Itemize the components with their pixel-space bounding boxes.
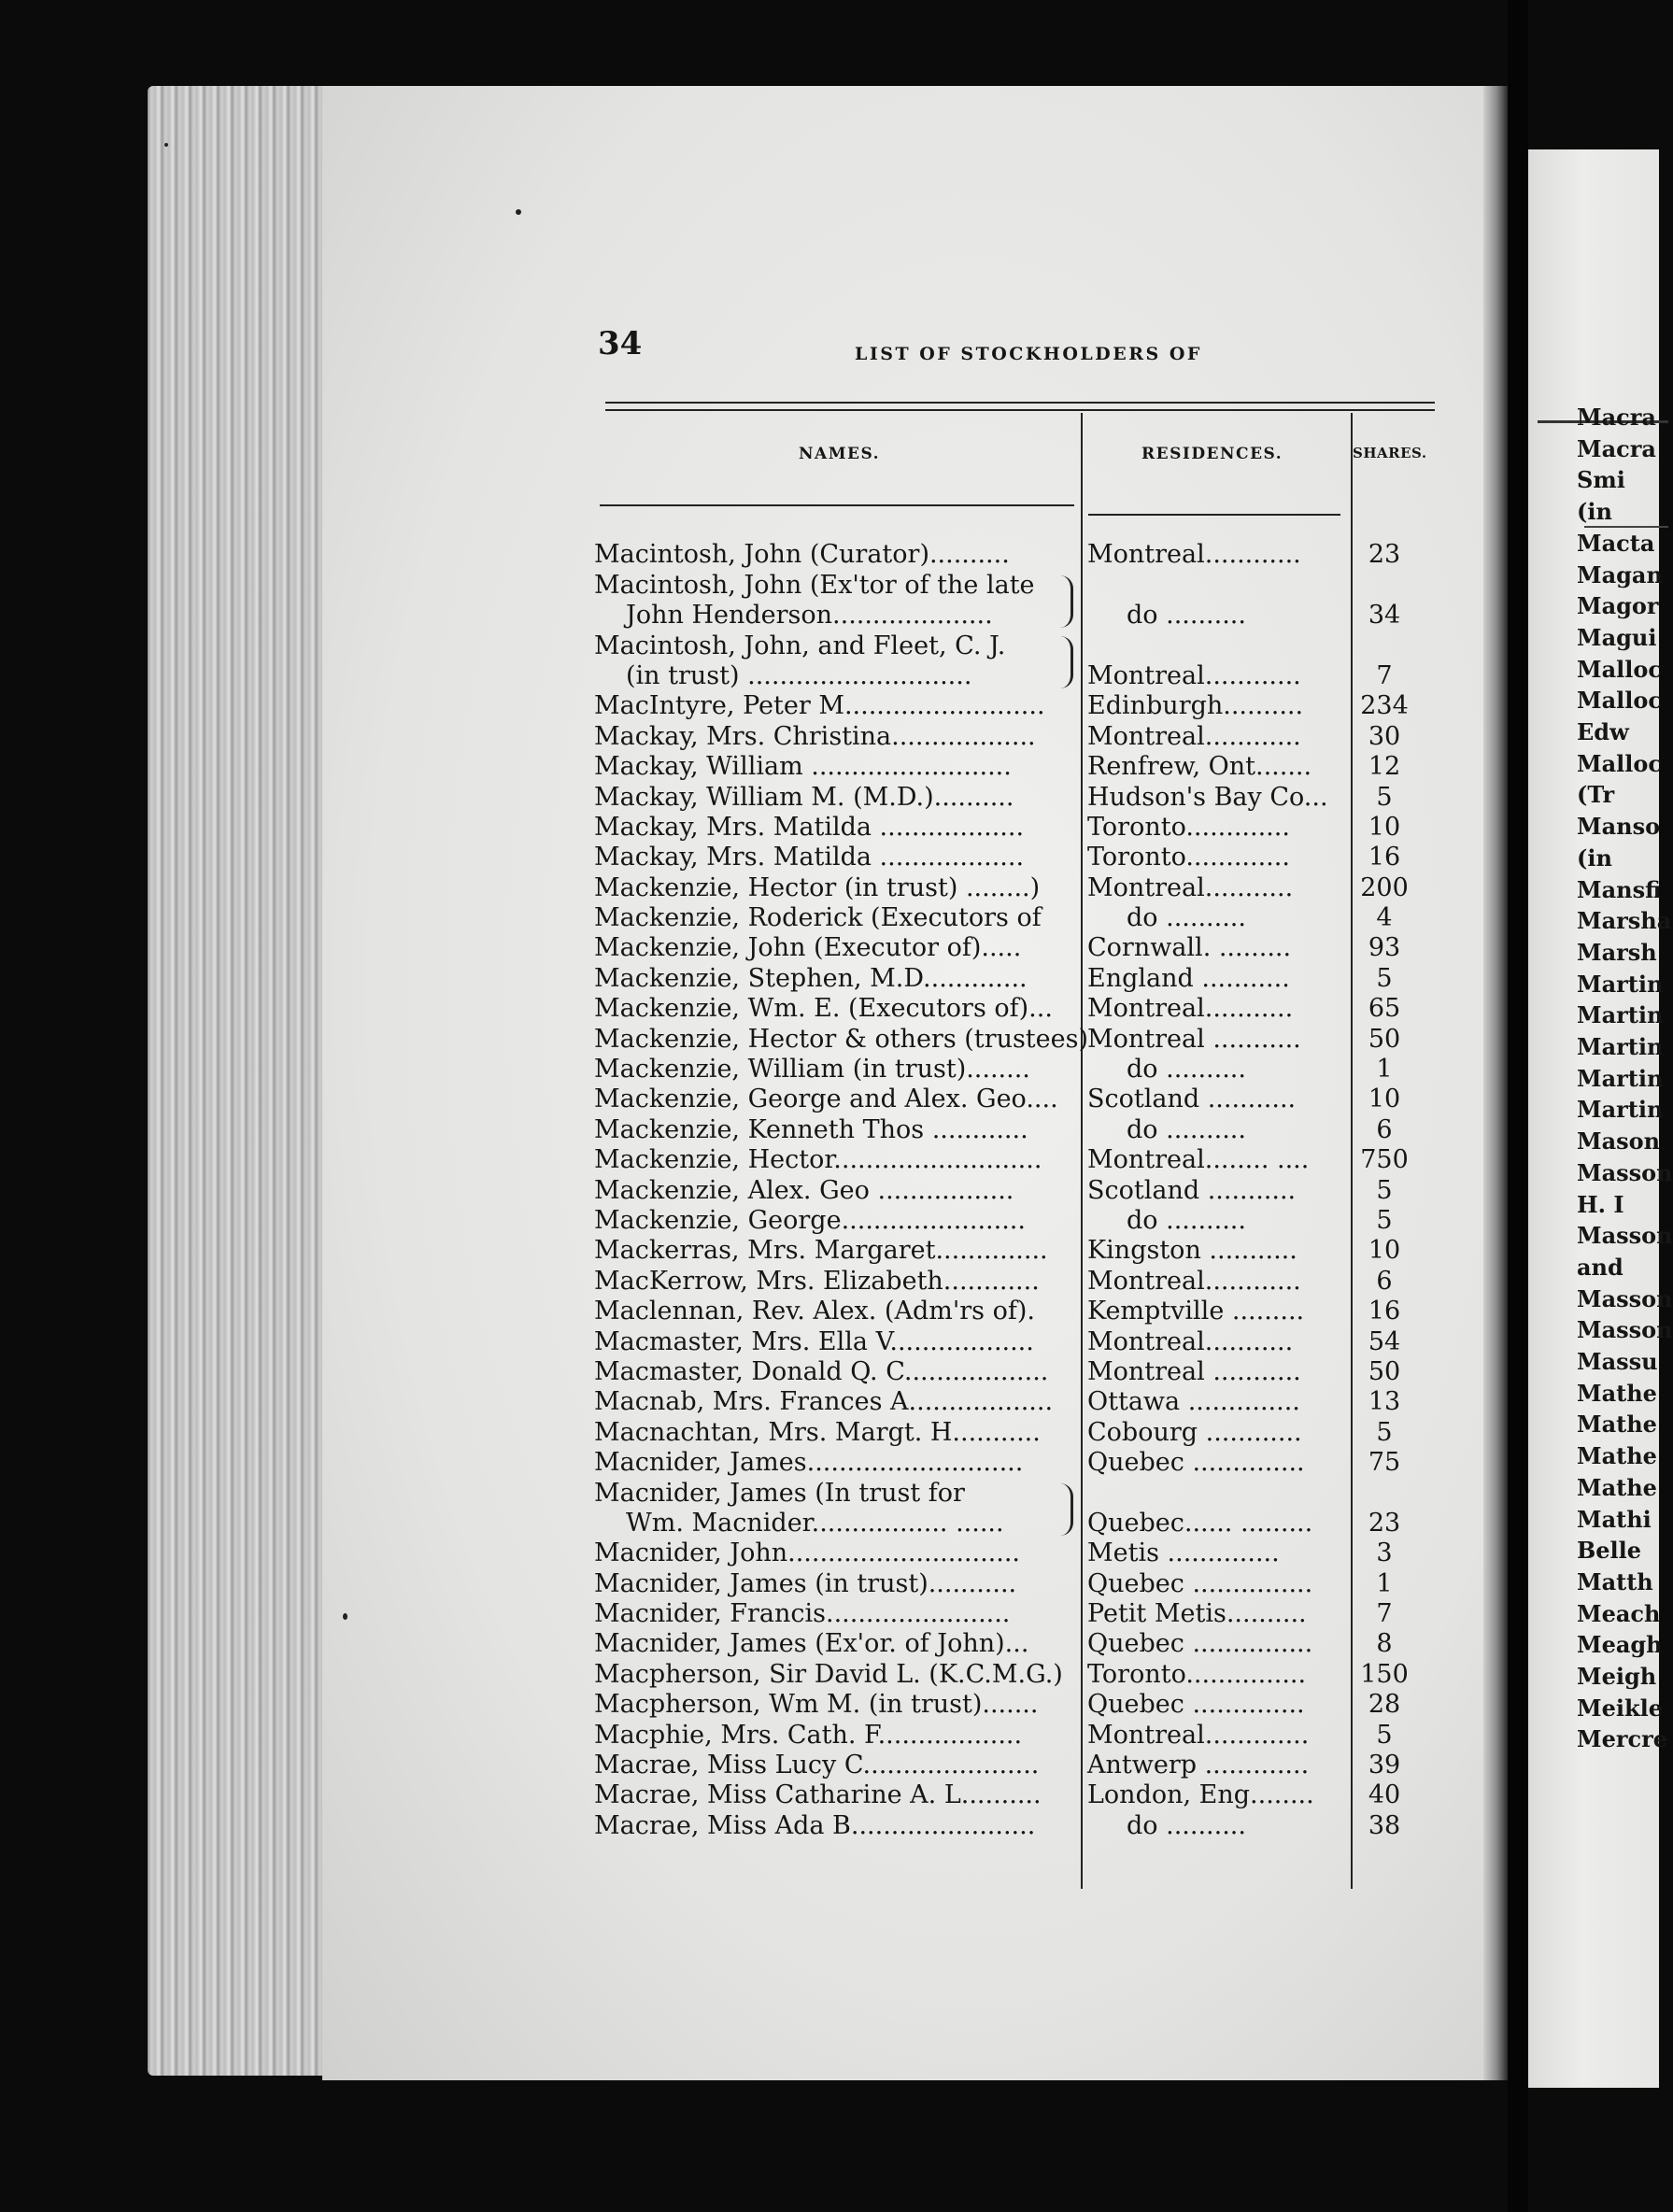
stockholder-name: MacKerrow, Mrs. Elizabeth............	[594, 1266, 1040, 1296]
table-row	[594, 843, 1444, 872]
stockholder-shares: 39	[1368, 1751, 1401, 1780]
stockholder-shares: 6	[1376, 1266, 1393, 1296]
stockholder-shares: 10	[1368, 1085, 1401, 1114]
stockholder-residence: Antwerp .............	[1087, 1751, 1310, 1780]
stockholder-shares: 6	[1376, 1114, 1393, 1144]
stockholder-shares: 50	[1368, 1024, 1401, 1054]
stockholder-residence: Kemptville .........	[1087, 1297, 1305, 1326]
table-row	[594, 601, 1444, 631]
stockholder-name: Mackenzie, Kenneth Thos ............	[594, 1114, 1028, 1144]
stockholder-shares: 7	[1376, 1599, 1393, 1629]
stockholder-name: Macnider, James (In trust for	[594, 1478, 965, 1508]
stockholder-residence: Hudson's Bay Co...	[1087, 782, 1328, 812]
stockholder-residence: do ..........	[1127, 903, 1246, 933]
facing-page-name-fragment: Mathe	[1577, 1379, 1657, 1407]
stockholder-name: MacIntyre, Peter M.........................	[594, 691, 1045, 721]
facing-page-name-fragment: Meigh	[1577, 1663, 1657, 1690]
facing-page-name-fragment: Mason	[1577, 1127, 1661, 1156]
stockholder-name: Mackenzie, Hector..........................	[594, 1145, 1042, 1175]
table-row	[594, 1266, 1444, 1296]
table-row	[594, 752, 1444, 782]
table-row	[594, 1478, 1444, 1508]
facing-page-name-fragment: Martin	[1577, 1096, 1664, 1124]
stockholder-residence: Montreal............	[1087, 1266, 1301, 1296]
stockholder-table	[594, 540, 1444, 1841]
stockholder-residence: Toronto...............	[1087, 1659, 1307, 1689]
shares-column-header: SHARES.	[1353, 445, 1427, 461]
stockholder-residence: Montreal.............	[1087, 1720, 1310, 1750]
facing-page-name-fragment: Marsh	[1577, 938, 1657, 966]
facing-page-name-fragment: Matth	[1577, 1567, 1653, 1595]
stockholder-residence: Kingston ...........	[1087, 1236, 1297, 1266]
stockholder-shares: 5	[1376, 1205, 1393, 1235]
stockholder-shares: 16	[1368, 1297, 1401, 1326]
stockholder-shares: 13	[1368, 1387, 1401, 1417]
stockholder-residence: Montreal........ ....	[1087, 1145, 1310, 1175]
table-row	[594, 782, 1444, 812]
stockholder-name: Wm. Macnider................. ......	[626, 1508, 1004, 1538]
table-row	[594, 1720, 1444, 1750]
facing-page-name-fragment: Martin	[1577, 1001, 1664, 1029]
stockholder-residence: Montreal ...........	[1087, 1024, 1301, 1054]
stockholder-name: Macintosh, John (Ex'tor of the late	[594, 570, 1035, 600]
stockholder-name: Macpherson, Wm M. (in trust).......	[594, 1690, 1039, 1720]
stockholder-shares: 5	[1376, 963, 1393, 993]
residences-column-header: RESIDENCES.	[1141, 445, 1283, 463]
stockholder-shares: 5	[1376, 1720, 1393, 1750]
facing-page-name-fragment: Magui	[1577, 623, 1657, 651]
stockholder-shares: 3	[1376, 1538, 1393, 1568]
stockholder-name: Mackerras, Mrs. Margaret..............	[594, 1236, 1048, 1266]
stockholder-name: Mackenzie, John (Executor of).....	[594, 933, 1022, 963]
stockholder-name: Macmaster, Donald Q. C..................	[594, 1356, 1049, 1386]
table-row	[594, 1509, 1444, 1538]
table-row	[594, 570, 1444, 600]
table-row	[594, 1236, 1444, 1266]
table-row	[594, 1629, 1444, 1659]
stockholder-name: Macnider, Francis.......................	[594, 1599, 1011, 1629]
title-rule	[605, 409, 1435, 411]
table-row	[594, 1810, 1444, 1840]
stockholder-shares: 234	[1360, 691, 1409, 721]
table-row	[594, 1357, 1444, 1387]
table-row	[594, 691, 1444, 721]
stockholder-residence: Ottawa ..............	[1087, 1387, 1300, 1417]
table-row	[594, 721, 1444, 751]
stockholder-shares: 16	[1368, 843, 1401, 872]
stockholder-name: Mackay, Mrs. Matilda ..................	[594, 843, 1025, 872]
facing-page-name-fragment: Masson	[1577, 1222, 1673, 1250]
stockholder-residence: Quebec...... .........	[1087, 1508, 1313, 1538]
table-row	[594, 1690, 1444, 1720]
facing-page-name-fragment: Meikle	[1577, 1694, 1663, 1722]
table-row	[594, 872, 1444, 902]
facing-page	[1528, 149, 1673, 2088]
facing-page-name-fragment: Marsha	[1577, 907, 1672, 935]
table-row	[594, 1145, 1444, 1175]
facing-page-name-fragment: (in	[1577, 844, 1612, 872]
stockholder-shares: 5	[1376, 782, 1393, 812]
stockholder-name: Mackenzie, Stephen, M.D.............	[594, 963, 1028, 993]
stockholder-residence: Renfrew, Ont.......	[1087, 752, 1312, 782]
stockholder-residence: Quebec ..............	[1087, 1448, 1305, 1478]
facing-page-name-fragment: (in	[1577, 498, 1612, 526]
table-row	[594, 1175, 1444, 1205]
table-row	[594, 1417, 1444, 1447]
stockholder-residence: Quebec ...............	[1087, 1629, 1313, 1659]
stockholder-residence: Cornwall. .........	[1087, 933, 1292, 963]
names-column-header: NAMES.	[799, 445, 881, 463]
stockholder-residence: Scotland ...........	[1087, 1175, 1297, 1205]
table-row	[594, 1751, 1444, 1780]
table-row	[594, 1780, 1444, 1810]
facing-page-name-fragment: Belle	[1577, 1537, 1642, 1565]
facing-page-name-fragment: Mercre	[1577, 1725, 1668, 1753]
stockholder-name: Mackenzie, Wm. E. (Executors of)...	[594, 994, 1053, 1024]
stockholder-shares: 750	[1360, 1145, 1409, 1175]
book-spine	[1483, 86, 1508, 2080]
stockholder-name: Macmaster, Mrs. Ella V..................	[594, 1326, 1034, 1356]
table-row	[594, 903, 1444, 933]
stockholder-residence: Montreal...........	[1087, 994, 1294, 1024]
table-row	[594, 1085, 1444, 1114]
page-title: LIST OF STOCKHOLDERS OF	[855, 344, 1202, 364]
stockholder-name: John Henderson....................	[626, 601, 993, 631]
facing-page-name-fragment: Martin	[1577, 1064, 1664, 1092]
stockholder-name: Macphie, Mrs. Cath. F..................	[594, 1720, 1023, 1750]
stockholder-name: Mackay, Mrs. Matilda ..................	[594, 812, 1025, 842]
stockholder-name: Macpherson, Sir David L. (K.C.M.G.)	[594, 1659, 1063, 1689]
stockholder-name: Macnider, John.............................	[594, 1538, 1021, 1568]
table-row	[594, 813, 1444, 843]
stockholder-name: Macrae, Miss Catharine A. L..........	[594, 1780, 1042, 1810]
facing-page-name-fragment: Malloc	[1577, 655, 1662, 683]
stockholder-shares: 23	[1368, 540, 1401, 570]
table-row	[594, 631, 1444, 660]
facing-page-name-fragment: and	[1577, 1253, 1623, 1281]
facing-page-name-fragment: Magor	[1577, 592, 1659, 620]
stockholder-shares: 5	[1376, 1175, 1393, 1205]
facing-page-name-fragment: Mathe	[1577, 1411, 1657, 1439]
stockholder-shares: 54	[1368, 1326, 1401, 1356]
table-row	[594, 1568, 1444, 1598]
stockholder-name: Macrae, Miss Ada B.......................	[594, 1810, 1036, 1840]
stockholder-residence: Toronto.............	[1087, 812, 1290, 842]
stockholder-shares: 23	[1368, 1508, 1401, 1538]
stockholder-residence: Scotland ...........	[1087, 1085, 1297, 1114]
stockholder-shares: 5	[1376, 1417, 1393, 1447]
stockholder-residence: Montreal............	[1087, 540, 1301, 570]
stockholder-shares: 200	[1360, 872, 1409, 902]
table-row	[594, 1326, 1444, 1356]
stockholder-name: Mackenzie, George.......................	[594, 1205, 1026, 1235]
page-number: 34	[598, 325, 643, 362]
stockholder-residence: Montreal...........	[1087, 872, 1294, 902]
stockholder-shares: 150	[1360, 1659, 1409, 1689]
stockholder-residence: Montreal............	[1087, 660, 1301, 690]
stockholder-name: Mackay, William M. (M.D.)..........	[594, 782, 1014, 812]
book-gutter	[1508, 0, 1528, 2212]
facing-page-name-fragment: Martin	[1577, 1033, 1664, 1060]
facing-page-name-fragment: Macra	[1577, 404, 1656, 431]
facing-page-name-fragment: Smi	[1577, 466, 1625, 494]
stockholder-shares: 4	[1376, 903, 1393, 933]
table-row	[594, 1387, 1444, 1417]
facing-page-name-fragment: Mansfi	[1577, 875, 1662, 903]
stockholder-name: Macrae, Miss Lucy C......................	[594, 1751, 1040, 1780]
table-row	[594, 963, 1444, 993]
page-edge-stack	[148, 86, 344, 2076]
facing-page-name-fragment: Mathe	[1577, 1442, 1657, 1470]
stockholder-name: Macnab, Mrs. Frances A..................	[594, 1387, 1054, 1417]
stockholder-shares: 28	[1368, 1690, 1401, 1720]
stockholder-shares: 12	[1368, 752, 1401, 782]
stockholder-name: Mackenzie, Roderick (Executors of	[594, 903, 1042, 933]
facing-page-name-fragment: Manso	[1577, 813, 1661, 841]
paper-speck	[164, 143, 168, 147]
title-rule	[605, 402, 1435, 404]
facing-page-name-fragment: Meach	[1577, 1599, 1661, 1627]
stockholder-name: Maclennan, Rev. Alex. (Adm'rs of).	[594, 1297, 1035, 1326]
facing-page-name-fragment: Mathe	[1577, 1473, 1657, 1501]
stockholder-residence: Toronto.............	[1087, 843, 1290, 872]
stockholder-residence: Cobourg ............	[1087, 1417, 1302, 1447]
stockholder-residence: Montreal............	[1087, 721, 1301, 751]
stockholder-shares: 7	[1376, 660, 1393, 690]
stockholder-residence: England ...........	[1087, 963, 1290, 993]
header-rule	[1088, 514, 1340, 516]
stockholder-name: Mackay, Mrs. Christina..................	[594, 721, 1036, 751]
facing-page-name-fragment: (Tr	[1577, 781, 1615, 809]
facing-page-name-fragment: Masson	[1577, 1316, 1673, 1344]
facing-page-name-fragment: Macra	[1577, 434, 1656, 462]
table-row	[594, 1599, 1444, 1629]
stockholder-name: (in trust) ............................	[626, 660, 972, 690]
stockholder-residence: Montreal...........	[1087, 1326, 1294, 1356]
stockholder-residence: Edinburgh..........	[1087, 691, 1304, 721]
stockholder-shares: 1	[1376, 1568, 1393, 1598]
stockholder-shares: 93	[1368, 933, 1401, 963]
stockholder-name: Macnider, James...........................	[594, 1448, 1024, 1478]
table-row	[594, 1659, 1444, 1689]
table-row	[594, 540, 1444, 570]
table-row	[594, 1538, 1444, 1568]
stockholder-name: Mackenzie, George and Alex. Geo....	[594, 1085, 1058, 1114]
facing-page-name-fragment: Mathi	[1577, 1505, 1652, 1533]
stockholder-name: Mackenzie, William (in trust)........	[594, 1055, 1030, 1085]
stockholder-shares: 65	[1368, 994, 1401, 1024]
stockholder-residence: do ..........	[1127, 1114, 1246, 1144]
facing-page-name-fragment: Malloc	[1577, 687, 1662, 715]
table-row	[594, 661, 1444, 691]
stockholder-residence: London, Eng........	[1087, 1780, 1314, 1810]
table-row	[594, 1024, 1444, 1054]
stockholder-residence: Montreal ...........	[1087, 1356, 1301, 1386]
facing-page-name-fragment: Meagh	[1577, 1631, 1663, 1659]
stockholder-residence: Metis ..............	[1087, 1538, 1280, 1568]
stockholder-name: Mackenzie, Hector (in trust) ........)	[594, 872, 1041, 902]
stockholder-shares: 10	[1368, 812, 1401, 842]
paper-speck	[516, 209, 521, 215]
table-row	[594, 994, 1444, 1024]
stockholder-name: Mackenzie, Alex. Geo .................	[594, 1175, 1014, 1205]
facing-page-name-fragment: Masson	[1577, 1284, 1673, 1312]
stockholder-name: Macintosh, John, and Fleet, C. J.	[594, 631, 1006, 660]
stockholder-shares: 1	[1376, 1055, 1393, 1085]
paper-speck	[343, 1613, 347, 1620]
facing-page-name-fragment: Edw	[1577, 718, 1629, 745]
table-row	[594, 1055, 1444, 1085]
stockholder-name: Mackay, William .........................	[594, 752, 1012, 782]
facing-page-name-fragment: Magan	[1577, 560, 1663, 588]
stockholder-residence: Quebec ...............	[1087, 1568, 1313, 1598]
facing-page-name-fragment: Masson	[1577, 1158, 1673, 1186]
stockholder-name: Macnider, James (in trust)...........	[594, 1568, 1017, 1598]
facing-page-name-fragment: Massu	[1577, 1348, 1658, 1375]
stockholder-residence: do ..........	[1127, 1810, 1246, 1840]
table-row	[594, 1448, 1444, 1478]
table-row	[594, 933, 1444, 963]
stockholder-name: Mackenzie, Hector & others (trustees)	[594, 1024, 1089, 1054]
facing-page-name-fragment: Malloc	[1577, 749, 1662, 777]
stockholder-shares: 8	[1376, 1629, 1393, 1659]
facing-page-name-fragment: H. I	[1577, 1190, 1624, 1218]
stockholder-shares: 10	[1368, 1236, 1401, 1266]
stockholder-residence: Quebec ..............	[1087, 1690, 1305, 1720]
stockholder-residence: do ..........	[1127, 1055, 1246, 1085]
table-row	[594, 1114, 1444, 1144]
header-rule	[600, 504, 1074, 506]
table-row	[594, 1206, 1444, 1236]
stockholder-shares: 40	[1368, 1780, 1401, 1810]
facing-page-name-fragment: Martin	[1577, 970, 1664, 998]
facing-page-name-fragment: Macta	[1577, 529, 1655, 557]
stockholder-residence: Petit Metis..........	[1087, 1599, 1307, 1629]
stockholder-residence: do ..........	[1127, 1205, 1246, 1235]
stockholder-shares: 75	[1368, 1448, 1401, 1478]
stockholder-name: Macnider, James (Ex'or. of John)...	[594, 1629, 1029, 1659]
stockholder-shares: 38	[1368, 1810, 1401, 1840]
stockholder-shares: 30	[1368, 721, 1401, 751]
stockholder-residence: do ..........	[1127, 601, 1246, 631]
stockholder-name: Macintosh, John (Curator)..........	[594, 540, 1010, 570]
table-row	[594, 1297, 1444, 1326]
stockholder-shares: 34	[1368, 601, 1401, 631]
stockholder-shares: 50	[1368, 1356, 1401, 1386]
stockholder-name: Macnachtan, Mrs. Margt. H...........	[594, 1417, 1041, 1447]
